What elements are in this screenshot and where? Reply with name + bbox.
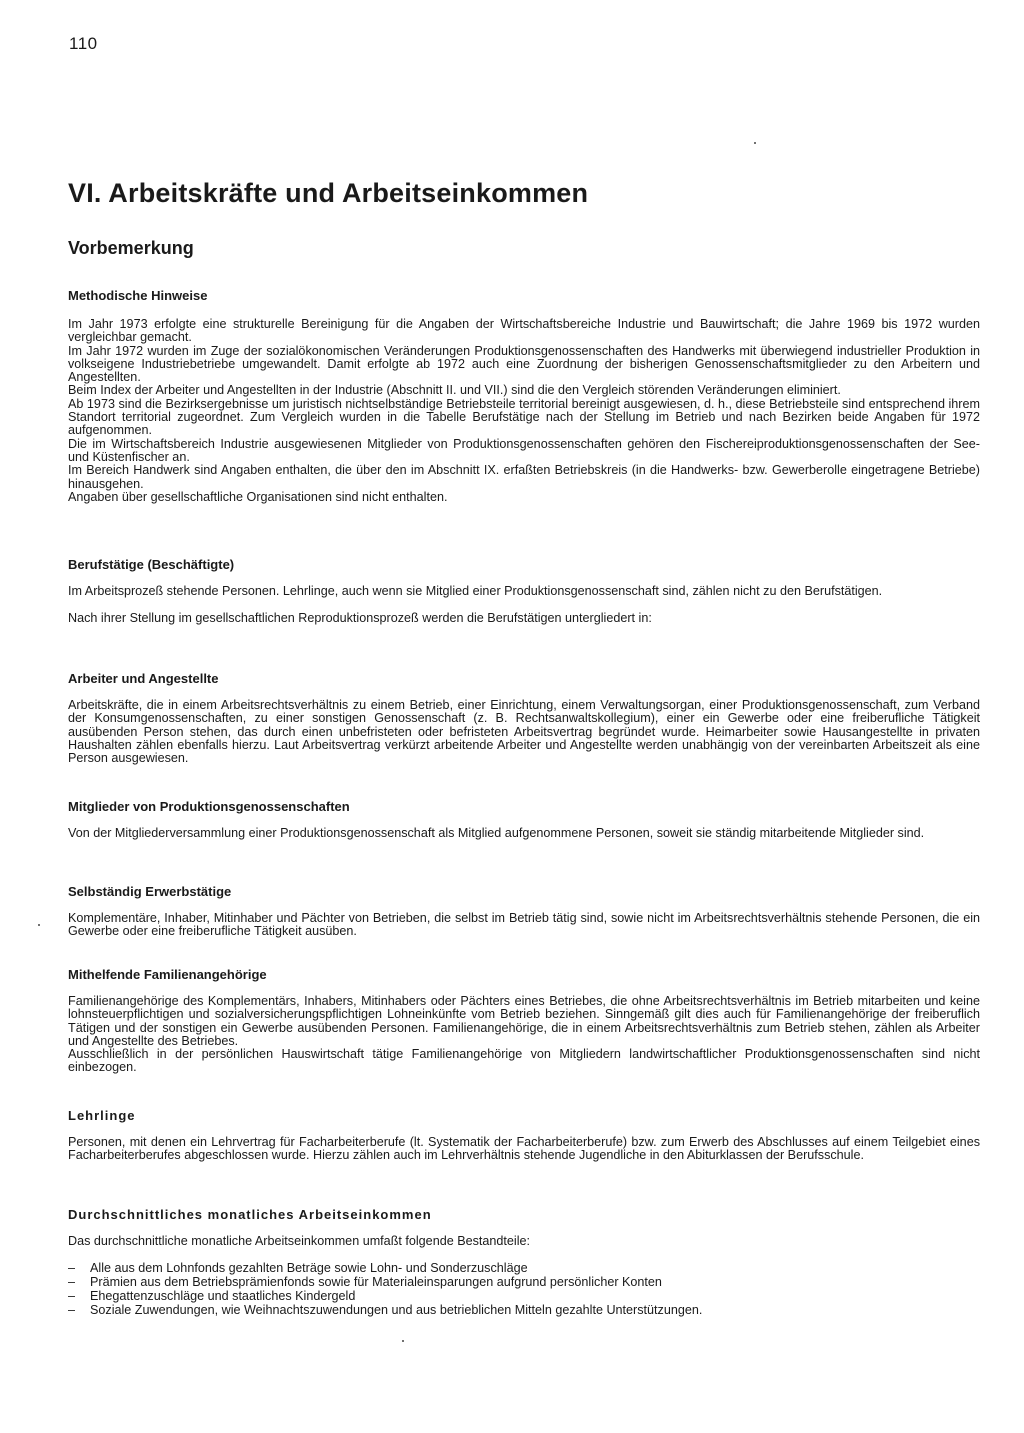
methodische-paragraph: Im Jahr 1972 wurden im Zuge der sozialökonomischen Veränderungen Produktionsgenossenschaften des Handwerks mit überwiegend industrieller Produktion in volkseigene Industriebetriebe umgewandelt. Damit erfolgte ab 1972 auch eine Zuordnung der bisherigen Genossenschaftsmitglieder zu den Arbeitern und Angestellten. xyxy=(68,343,980,385)
scan-speck xyxy=(38,924,40,926)
list-item xyxy=(68,1262,980,1276)
methodische-paragraph: Ab 1973 sind die Bezirksergebnisse um juristisch nichtselbständige Betriebsteile territorial bereinigt ausgewiesen, d. h., diese Betriebsteile sind entsprechend ihrem Standort territorial zugeordnet. Zum Vergleich wurden in die Tabelle Berufstätige nach der Stellung im Betrieb und nach Bezirken beide Angaben für 1972 aufgenommen. xyxy=(68,396,980,438)
einkommen-heading: Durchschnittliches monatliches Arbeitseinkommen xyxy=(68,1207,432,1222)
dash-bullet: – xyxy=(68,1261,76,1276)
methodische-paragraph: Die im Wirtschaftsbereich Industrie ausgewiesenen Mitglieder von Produktionsgenossenschaften gehören den Fischereiproduktionsgenossenschaften der See- und Küstenfischer an. xyxy=(68,436,980,464)
methodische-paragraph: Im Jahr 1973 erfolgte eine strukturelle Bereinigung für die Angaben der Wirtschaftsbereiche Industrie und Bauwirtschaft; die Jahre 1969 bis 1972 wurden vergleichbar gemacht. xyxy=(68,317,980,345)
dash-bullet: – xyxy=(68,1275,76,1290)
lehrlinge-section xyxy=(68,1108,980,1163)
scan-speck xyxy=(754,142,756,144)
mithelfende-heading: Mithelfende Familienangehörige xyxy=(68,967,267,982)
methodische-paragraph: Beim Index der Arbeiter und Angestellten in der Industrie (Abschnitt II. und VII.) sind die den Vergleich störenden Veränderungen eliminiert. xyxy=(68,383,841,398)
list-item-text: Ehegattenzuschläge und staatliches Kindergeld xyxy=(90,1288,356,1303)
methodische-paragraph: Angaben über gesellschaftliche Organisationen sind nicht enthalten. xyxy=(68,489,448,504)
lehrlinge-paragraph: Personen, mit denen ein Lehrvertrag für Facharbeiterberufe (lt. Systematik der Facharbeiterberufe) bzw. zum Erwerb des Abschlusses auf einem Teilgebiet eines Facharbeiterberufes abgeschlossen wurde. Hierzu zählen auch im Lehrverhältnis stehende Jugendliche in den Abiturklassen der Berufsschule. xyxy=(68,1135,980,1163)
arbeiter-section xyxy=(68,671,980,765)
list-item xyxy=(68,1290,980,1304)
dash-bullet: – xyxy=(68,1288,76,1303)
methodische-paragraph: Im Bereich Handwerk sind Angaben enthalten, die über den im Abschnitt IX. erfaßten Betriebskreis (in die Handwerks- bzw. Gewerberolle eingetragene Betriebe) hinausgehen. xyxy=(68,463,980,491)
arbeiter-heading: Arbeiter und Angestellte xyxy=(68,671,219,686)
mitglieder-heading: Mitglieder von Produktionsgenossenschaften xyxy=(68,799,350,814)
berufstaetige-heading: Berufstätige (Beschäftigte) xyxy=(68,557,235,572)
list-item xyxy=(68,1276,980,1290)
selbstaendig-section xyxy=(68,884,980,939)
list-item xyxy=(68,1304,980,1318)
berufstaetige-paragraph: Nach ihrer Stellung im gesellschaftlichen Reproduktionsprozeß werden die Berufstätigen untergliedert in: xyxy=(68,611,652,626)
chapter-title: VI. Arbeitskräfte und Arbeitseinkommen xyxy=(68,178,589,208)
berufstaetige-paragraph: Im Arbeitsprozeß stehende Personen. Lehrlinge, auch wenn sie Mitglied einer Produktionsgenossenschaft sind, zählen nicht zu den Berufstätigen. xyxy=(68,584,883,598)
methodische-hinweise-heading: Methodische Hinweise xyxy=(68,288,208,303)
methodische-hinweise-section xyxy=(68,288,980,504)
list-item-text: Prämien aus dem Betriebsprämienfonds sowie für Materialeinsparungen aufgrund persönlicher Konten xyxy=(90,1275,662,1290)
list-item-text: Soziale Zuwendungen, wie Weihnachtszuwendungen und aus betrieblichen Mitteln gezahlte Unterstützungen. xyxy=(90,1302,703,1317)
mithelfende-paragraph: Familienangehörige des Komplementärs, Inhabers, Mitinhabers oder Pächters eines Betriebes, die ohne Arbeitsrechtsverhältnis im Betrieb mitarbeiten und keine lohnsteuerpflichtigen und sozialversicherungspflichtigen Lohneinkünfte vom Betrieb beziehen. Sinngemäß gilt dies auch für Familienangehörige der freiberuflich Tätigen und der sonstigen ein Gewerbe ausübenden Personen. Familienangehörige, die in einem Arbeitsrechtsverhältnis zum Betrieb stehen, zählen als Arbeiter und Angestellte des Betriebes. xyxy=(68,994,980,1048)
einkommen-section xyxy=(68,1207,980,1317)
page-number: 110 xyxy=(69,34,98,53)
list-item-text: Alle aus dem Lohnfonds gezahlten Beträge sowie Lohn- und Sonderzuschläge xyxy=(90,1261,528,1276)
arbeiter-paragraph: Arbeitskräfte, die in einem Arbeitsrechtsverhältnis zu einem Betrieb, einer Einrichtung, einem Verwaltungsorgan, einer Produktionsgenossenschaft, zum Verband der Konsumgenossenschaften, zu einer sonstigen Genossenschaft (z. B. Rechtsanwaltskollegium), einer ein Gewerbe oder eine freiberufliche Tätigkeit ausübenden Person stehen, das durch einen unbefristeten oder befristeten Arbeitsvertrag begründet wurde. Heimarbeiter sowie Hausangestellte in privaten Haushalten zählen ebenfalls hierzu. Laut Arbeitsvertrag verkürzt arbeitende Arbeiter und Angestellte werden unabhängig von der vereinbarten Arbeitszeit als eine Person ausgewiesen. xyxy=(68,698,980,766)
lehrlinge-heading: Lehrlinge xyxy=(68,1108,136,1123)
selbstaendig-paragraph: Komplementäre, Inhaber, Mitinhaber und Pächter von Betrieben, die selbst im Betrieb tätig sind, sowie nicht im Arbeitsrechtsverhältnis stehende Personen, die ein Gewerbe oder eine freiberufliche Tätigkeit ausüben. xyxy=(68,911,980,939)
einkommen-list xyxy=(68,1262,980,1317)
berufstaetige-section xyxy=(68,557,980,626)
selbstaendig-heading: Selbständig Erwerbstätige xyxy=(68,884,232,899)
einkommen-intro: Das durchschnittliche monatliche Arbeitseinkommen umfaßt folgende Bestandteile: xyxy=(68,1234,531,1248)
scan-speck xyxy=(402,1340,404,1342)
mithelfende-section xyxy=(68,967,980,1075)
dash-bullet: – xyxy=(68,1302,76,1317)
mitglieder-section xyxy=(68,799,980,840)
mithelfende-paragraph: Ausschließlich in der persönlichen Hauswirtschaft tätige Familienangehörige von Mitgliedern landwirtschaftlicher Produktionsgenossenschaften sind nicht einbezogen. xyxy=(68,1047,980,1075)
mitglieder-paragraph: Von der Mitgliederversammlung einer Produktionsgenossenschaft als Mitglied aufgenommene Personen, soweit sie ständig mitarbeitende Mitglieder sind. xyxy=(68,826,925,840)
section-title: Vorbemerkung xyxy=(68,238,194,258)
